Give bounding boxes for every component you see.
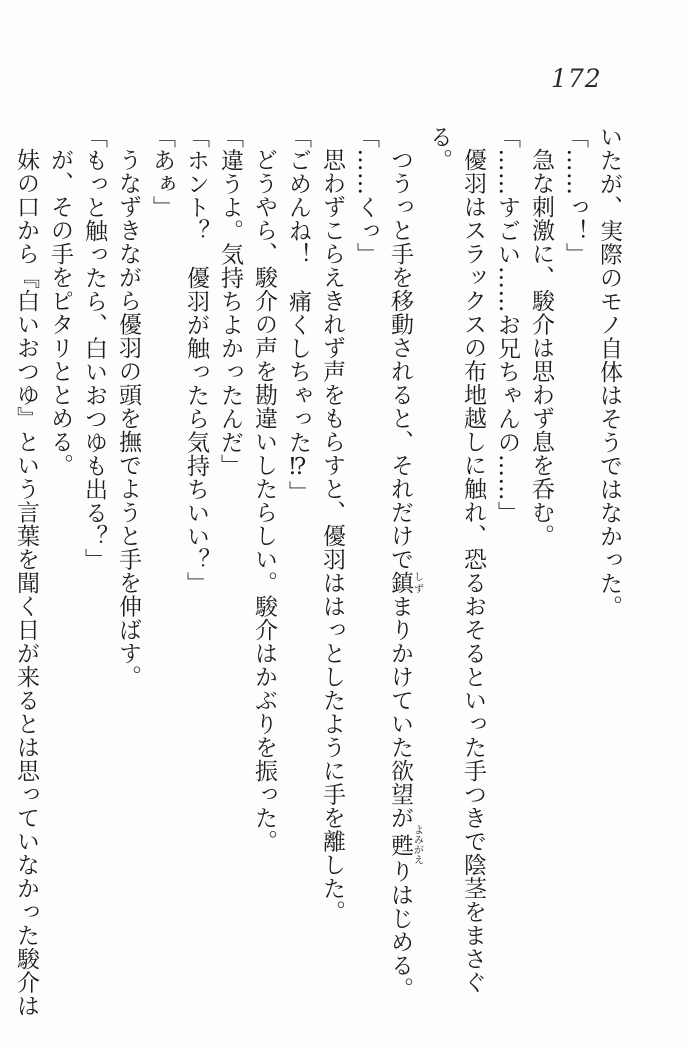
furigana-ruby: 甦よみがえ — [387, 824, 423, 865]
paragraph-line: 「……くっ」 — [353, 125, 379, 266]
furigana-ruby: 鎮しず — [387, 571, 423, 595]
vertical-text-block — [9, 125, 626, 1025]
paragraph-line: 「……すごい……お兄ちゃんの……」 — [494, 125, 520, 525]
paragraph-line: が、その手をピタリととめる。 — [47, 148, 73, 477]
paragraph-line: 優羽はスラックスの布地越しに触れ、恐るおそるといった手つきで陰茎をまさぐる。 — [426, 125, 486, 994]
page-number: 172 — [551, 64, 602, 93]
paragraph-line: 「もっと触ったら、白いおつゆも出る？」 — [81, 125, 107, 572]
paragraph-line: うなずきながら優羽の頭を撫でようと手を伸ばす。 — [115, 148, 141, 689]
paragraph-line: 「ホント？ 優羽が触ったら気持ちいい？」 — [183, 125, 209, 595]
paragraph-line: 「……っ！」 — [562, 125, 588, 266]
paragraph-line: 思わずこらえきれず声をもらすと、優羽ははっとしたように手を離した。 — [319, 148, 345, 924]
paragraph-line: 「あぁ」 — [149, 125, 175, 219]
paragraph-line: 急な刺激に、駿介は思わず息を呑む。 — [528, 148, 554, 548]
paragraph-line: 妹の口から『白いおつゆ』という言葉を聞く日が来るとは思っていなかった駿介は — [13, 148, 39, 1018]
paragraph-line: 「ごめんね！ 痛くしちゃった⁉」 — [285, 125, 311, 504]
paragraph-line: 「違うよ。気持ちよかったんだ」 — [217, 125, 243, 478]
paragraph-line: どうやら、駿介の声を勘違いしたらしい。駿介はかぶりを振った。 — [251, 148, 277, 853]
paragraph-line: つうっと手を移動されると、それだけで鎮しずまりかけていた欲望が甦よみがえりはじめる。 — [387, 148, 423, 1001]
paragraph-line: いたが、実際のモノ自体はそうではなかった。 — [596, 125, 622, 619]
